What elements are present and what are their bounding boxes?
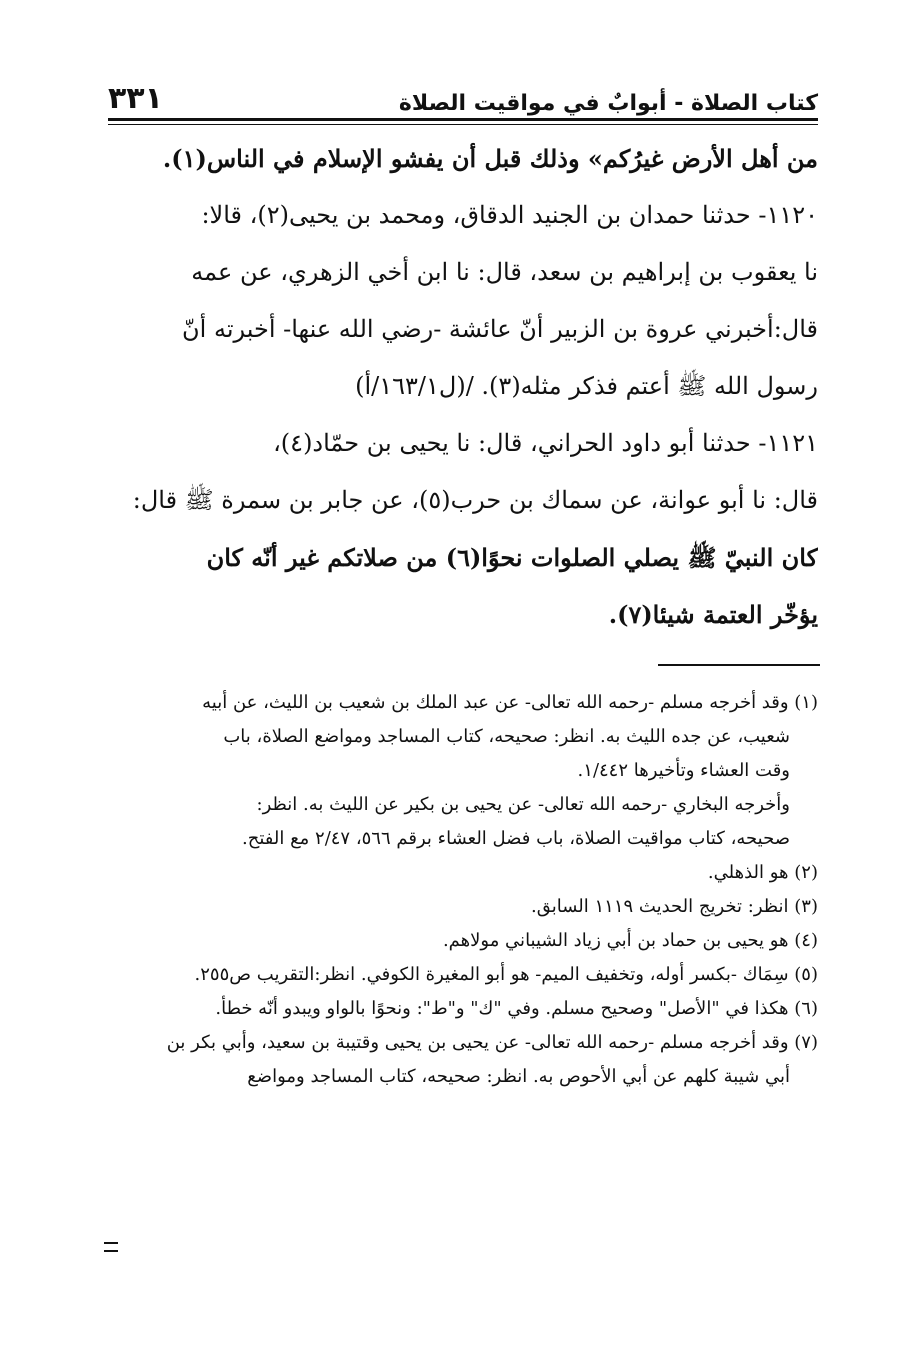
footnote-line: (٦) هكذا في "الأصل" وصحيح مسلم. وفي "ك" و"ط": ونحوًا بالواو ويبدو أنّه خطأ. [215,998,818,1019]
text-line: قال:أخبرني عروة بن الزبير أنّ عائشة -رضي الله عنها- أخبرته أنّ [182,315,818,343]
text-line: رسول الله ﷺ أعتم فذكر مثله(٣). /(ل١٦٣/١/أ) [355,372,818,400]
header-rule-thick [108,118,818,121]
footnote-line: وأخرجه البخاري -رحمه الله تعالى- عن يحيى بن بكير عن الليث به. انظر: [256,794,790,815]
footnote-line: (٣) انظر: تخريج الحديث ١١١٩ السابق. [531,896,818,917]
text-line: ١١٢٠- حدثنا حمدان بن الجنيد الدقاق، ومحمد بن يحيى(٢)، قالا: [201,201,818,229]
text-line: ١١٢١- حدثنا أبو داود الحراني، قال: نا يحيى بن حمّاد(٤)، [273,429,818,457]
running-title: كتاب الصلاة - أبوابٌ في مواقيت الصلاة [398,91,818,116]
footnote-line: (٤) هو يحيى بن حماد بن أبي زياد الشيباني مولاهم. [442,930,818,951]
footnote-line: شعيب، عن جده الليث به. انظر: صحيحه، كتاب المساجد ومواضع الصلاة، باب [223,726,790,747]
footnote-line: (٥) سِمَاك -بكسر أوله، وتخفيف الميم- هو أبو المغيرة الكوفي. انظر:التقريب ص٢٥٥. [194,964,818,985]
footnote-line: أبي شيبة كلهم عن أبي الأحوص به. انظر: صحيحه، كتاب المساجد ومواضع [247,1066,790,1087]
main-text [100,130,818,643]
text-line: يؤخّر العتمة شيئا(٧). [608,600,818,629]
text-line: نا يعقوب بن إبراهيم بن سعد، قال: نا ابن أخي الزهري، عن عمه [191,258,818,286]
footnote-line: وقت العشاء وتأخيرها ١/٤٤٢. [577,760,790,781]
footnotes [100,686,818,1094]
footnote-line: (١) وقد أخرجه مسلم -رحمه الله تعالى- عن عبد الملك بن شعيب بن الليث، عن أبيه [202,692,818,713]
footnote-line: (٢) هو الذهلي. [707,862,818,883]
header-rule-thin [108,124,818,125]
text-line: كان النبيّ ﷺ يصلي الصلوات نحوًا(٦) من صلاتكم غير أنّه كان [206,543,818,572]
continuation-mark [104,1242,118,1252]
page-header [108,72,818,116]
page-number: ٣٣١ [108,81,163,116]
footnote-line: (٧) وقد أخرجه مسلم -رحمه الله تعالى- عن يحيى بن يحيى وقتيبة بن سعيد، وأبي بكر بن [166,1032,818,1053]
text-line: قال: نا أبو عوانة، عن سماك بن حرب(٥)، عن جابر بن سمرة ﷺ قال: [132,486,818,514]
text-line: من أهل الأرض غيرُكم» وذلك قبل أن يفشو الإسلام في الناس(١). [162,144,818,173]
footnote-separator [658,664,820,666]
footnote-line: صحيحه، كتاب مواقيت الصلاة، باب فضل العشاء برقم ٥٦٦، ٢/٤٧ مع الفتح. [242,828,790,849]
